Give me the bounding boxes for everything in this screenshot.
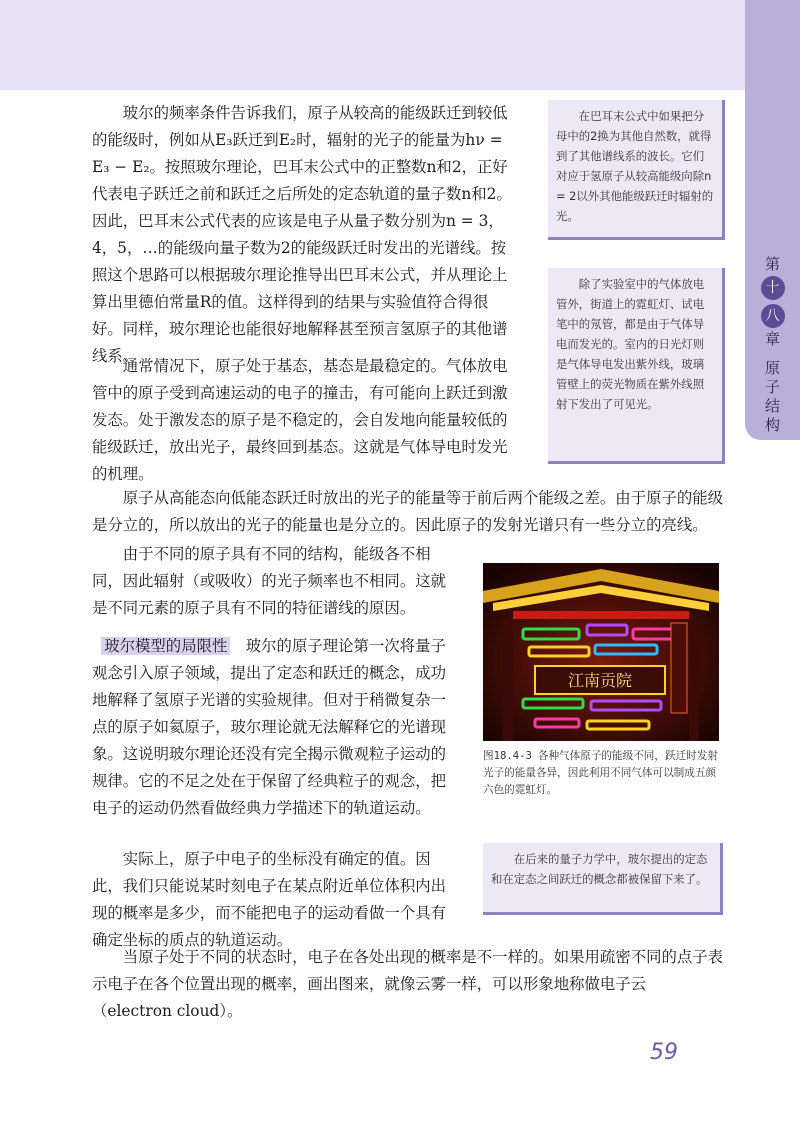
paragraph-4: 由于不同的原子具有不同的结构，能级各不相同，因此辐射（或吸收）的光子频率也不相同。这就是不同元素的原子具有不同的特征谱线的原因。 [92, 545, 446, 617]
chapter-side-tab [745, 0, 800, 440]
paragraph-2: 通常情况下，原子处于基态，基态是最稳定的。气体放电管中的原子受到高速运动的电子的撞击，有可能向上跃迁到激发态。处于激发态的原子是不稳定的，会自发地向能量较低的能级跃迁，放出光子，最终回到基态。这就是气体导电时发光的机理。 [92, 357, 508, 483]
sidebar-note-3: 在后来的量子力学中，玻尔提出的定态和在定态之间跃迁的概念都被保留下来了。 [483, 843, 723, 915]
chapter-suffix: 章 [764, 330, 780, 348]
sidebar-note-2: 除了实验室中的气体放电管外，街道上的霓虹灯、试电笔中的氖管，都是由于气体导电而发光的。室内的日光灯则是气体导电发出紫外线，玻璃管壁上的荧光物质在紫外线照射下发出了可见光。 [548, 268, 725, 464]
neon-sign-text: 江南贡院 [567, 671, 633, 690]
page-number: 59 [650, 1040, 678, 1065]
section-body: 玻尔的原子理论第一次将量子观念引入原子领域，提出了定态和跃迁的概念，成功地解释了氢原子光谱的实验规律。但对于稍微复杂一点的原子如氦原子，玻尔理论就无法解释它的光谱现象。这说明玻尔理论还没有完全揭示微观粒子运动的规律。它的不足之处在于保留了经典粒子的观念，把电子的运动仍然看做经典力学描述下的轨道运动。 [92, 637, 446, 817]
neon-lights-photo [483, 563, 719, 741]
figure-caption [483, 748, 723, 799]
page-header-band [0, 0, 745, 90]
paragraph-5 [92, 633, 454, 822]
paragraph-1: 玻尔的频率条件告诉我们，原子从较高的能级跃迁到较低的能级时，例如从E₃跃迁到E₂时，辐射的光子的能量为hν = E₃ − E₂。按照玻尔理论，巴耳末公式中的正整数n和2，正好代表电子跃迁之前和跃迁之后所处的定态轨道的量子数n和2。因此，巴耳末公式代表的应该是电子从量子数分别为n = 3，4，5，…的能级向量子数为2的能级跃迁时发出的光谱线。按照这个思路可以根据玻尔理论推导出巴耳末公式，并从理论上算出里德伯常量R的值。这样得到的结果与实验值符合得很好。同样，玻尔理论也能很好地解释甚至预言氢原子的其他谱线系。 [92, 104, 512, 365]
chapter-prefix: 第 [764, 255, 780, 273]
chapter-title: 原 子 结 构 [764, 359, 780, 434]
paragraph-7: 当原子处于不同的状态时，电子在各处出现的概率是不一样的。如果用疏密不同的点子表示电子在各个位置出现的概率，画出图来，就像云雾一样，可以形象地称做电子云（electron cloud）。 [92, 948, 724, 1020]
paragraph-3: 原子从高能态向低能态跃迁时放出的光子的能量等于前后两个能级之差。由于原子的能级是分立的，所以放出的光子的能量也是分立的。因此原子的发射光谱只有一些分立的亮线。 [92, 489, 724, 534]
paragraph-6: 实际上，原子中电子的坐标没有确定的值。因此，我们只能说某时刻电子在某点附近单位体积内出现的概率是多少，而不能把电子的运动看做一个具有确定坐标的质点的轨道运动。 [92, 850, 446, 949]
figure-caption-text: 各种气体原子的能级不同，跃迁时发射光子的能量各异，因此利用不同气体可以制成五颜六色的霓虹灯。 [483, 750, 718, 796]
section-heading: 玻尔模型的局限性 [101, 637, 230, 655]
figure-label: 图18.4-3 [483, 750, 532, 762]
chapter-number-2: 八 [761, 304, 785, 328]
chapter-number-1: 十 [761, 276, 785, 300]
sidebar-note-1: 在巴耳末公式中如果把分母中的2换为其他自然数，就得到了其他谱线系的波长。它们对应于氢原子从较高能级向除n = 2以外其他能级跃迁时辐射的光。 [548, 100, 725, 240]
